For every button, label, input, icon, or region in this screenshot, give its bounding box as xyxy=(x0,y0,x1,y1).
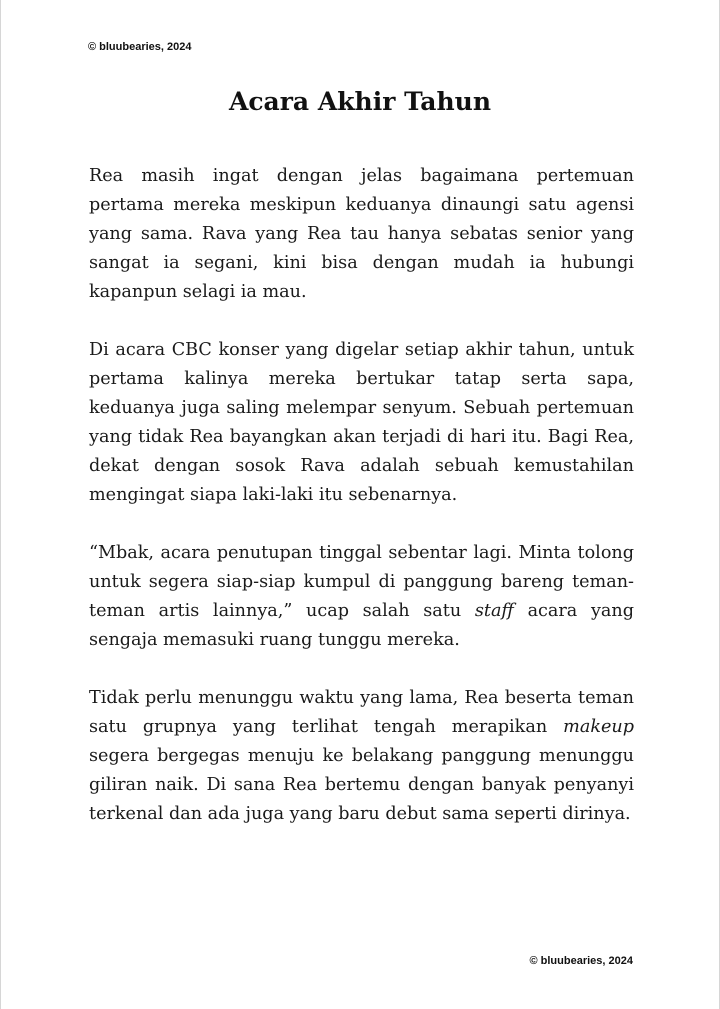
paragraph-4-text-start: Tidak perlu menunggu waktu yang lama, Rea beserta teman satu grupnya yang terlihat tengah merapikan xyxy=(89,688,634,737)
page-title: Acara Akhir Tahun xyxy=(228,87,492,116)
paragraph-3 xyxy=(89,539,634,655)
footer-copyright: © bluubearies, 2024 xyxy=(529,955,633,967)
paragraph-4-text-end: segera bergegas menuju ke belakang panggung menunggu giliran naik. Di sana Rea bertemu dengan banyak penyanyi terkenal dan ada juga yang baru debut sama seperti dirinya. xyxy=(89,746,634,824)
paragraph-3-text-end: acara yang sengaja memasuki ruang tunggu mereka. xyxy=(89,601,634,650)
paragraph-4-italic-word: makeup xyxy=(563,717,634,737)
document-page xyxy=(1,0,719,1009)
paragraph-1: Rea masih ingat dengan jelas bagaimana pertemuan pertama mereka meskipun keduanya dinaungi satu agensi yang sama. Rava yang Rea tau hanya sebatas senior yang sangat ia segani, kini bisa dengan mudah ia hubungi kapanpun selagi ia mau. xyxy=(89,166,634,302)
header-copyright: © bluubearies, 2024 xyxy=(88,41,192,53)
paragraph-4 xyxy=(89,684,634,829)
paragraph-2: Di acara CBC konser yang digelar setiap akhir tahun, untuk pertama kalinya mereka bertukar tatap serta sapa, keduanya juga saling melempar senyum. Sebuah pertemuan yang tidak Rea bayangkan akan terjadi di hari itu. Bagi Rea, dekat dengan sosok Rava adalah sebuah kemustahilan mengingat siapa laki-laki itu sebenarnya. xyxy=(89,340,634,505)
paragraph-3-text-start: “Mbak, acara penutupan tinggal sebentar lagi. Minta tolong untuk segera siap-siap kumpul di panggung bareng teman-teman artis lainnya,” ucap salah satu xyxy=(89,543,634,621)
story-body xyxy=(89,162,634,829)
paragraph-3-italic-word: staff xyxy=(474,601,514,621)
